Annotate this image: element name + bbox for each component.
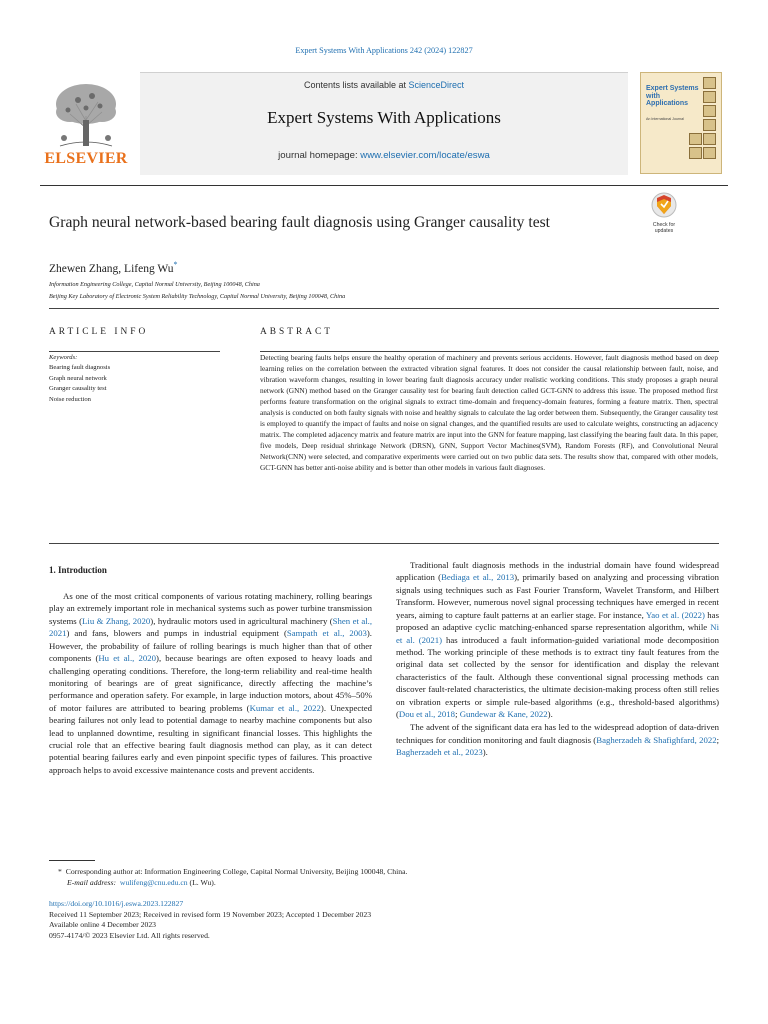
keywords-block <box>49 353 220 405</box>
citation-link[interactable]: Liu & Zhang, 2020 <box>82 615 151 626</box>
cover-subtitle: An International Journal <box>646 117 684 121</box>
citation-link[interactable]: Bagherzadeh & Shafighfard, 2022 <box>596 734 717 745</box>
body-text: ), hydraulic motors used in agricultural machinery ( <box>150 615 333 626</box>
elsevier-wordmark: ELSEVIER <box>44 150 128 167</box>
body-text: ; <box>716 734 720 745</box>
cover-tile <box>703 91 716 103</box>
sciencedirect-link[interactable]: ScienceDirect <box>408 80 465 90</box>
cover-title: Expert Systems with Applications <box>646 85 699 108</box>
citation-link[interactable]: Shen et al., 2021 <box>49 615 373 639</box>
body-text: ). <box>547 709 553 720</box>
citation-link[interactable]: Kumar et al., 2022 <box>249 702 321 713</box>
keyword-item: Bearing fault diagnosis <box>49 364 111 372</box>
body-text: ), because bearings are often exposed to heavy loads and challenging operating conditions. Therefore, the long-term reliability and real-time health monitoring of bearings are of great significance, directly affecting the machine’s performance and operation safety. For example, in large induction motors, about 45%–50% of motor failures are attributed to bearing problems ( <box>49 653 372 713</box>
journal-cover-thumbnail[interactable] <box>640 72 722 174</box>
author-list <box>49 260 178 275</box>
body-text: ). <box>482 747 488 758</box>
paper-title: Graph neural network-based bearing fault diagnosis using Granger causality test <box>49 214 551 231</box>
intro-paragraph <box>396 559 719 720</box>
homepage-prefix: journal homepage: <box>278 150 361 161</box>
contents-prefix: Contents lists available at <box>303 80 409 90</box>
available-online-date: Available online 4 December 2023 <box>49 920 157 930</box>
keywords-label: Keywords: <box>49 354 78 361</box>
footnote-mark: * <box>58 867 62 876</box>
corresponding-author-footnote <box>58 866 678 888</box>
body-text: As one of the most critical components of various rotating machinery, rolling bearings play an extremely important role in mechanical systems such as power turbine transmission systems ( <box>49 591 372 626</box>
citation-link[interactable]: Hu et al., 2020 <box>98 653 157 664</box>
keyword-item: Graph neural network <box>49 374 107 382</box>
footnote-text: Corresponding author at: Information Engineering College, Capital Normal University, Beijing 100048, China. <box>65 867 408 876</box>
check-for-updates-label: Check for updates <box>652 222 676 234</box>
body-text: The advent of the significant data era has led to the widespread adoption of data-driven techniques for condition monitoring and fault diagnosis ( <box>396 722 719 745</box>
body-text: ), primarily based on analyzing and processing vibration signals using techniques such as Fast Fourier Transform, Wavelet Transform, and Hilbert Transform. However, numerous novel signal processing techniques have emerged in recent years, aiming to capture fault patterns at an earlier stage. For instance, <box>396 572 719 620</box>
cover-tile <box>703 105 716 117</box>
body-column-right <box>396 559 719 759</box>
body-column-left <box>49 590 372 776</box>
body-text: has introduced a fault information-guided variational mode decomposition method. The working principle of these methods is to extract tiny fault features from the original data set collected by the sensor for identification and display the relevant characteristics of the fault. Although these conventional signal processing methods can discover fault-related characteristics, the ultimate decision-making process often still relies on vibration experts or simple rule-based algorithms (e.g., threshold-based algorithms) ( <box>396 634 719 720</box>
cover-tile <box>689 133 702 145</box>
author-email-link[interactable]: wulifeng@cnu.edu.cn <box>119 878 188 887</box>
intro-paragraph <box>49 590 372 776</box>
title-block-rule <box>49 308 719 309</box>
article-info-heading: ARTICLE INFO <box>49 327 149 337</box>
citation-link[interactable]: Ni et al. (2021) <box>396 622 719 645</box>
cover-tile <box>703 147 716 159</box>
citation-link[interactable]: Yao et al. (2022) <box>645 609 705 620</box>
check-for-updates-badge[interactable] <box>646 192 682 234</box>
body-text: ) and fans, blowers and pumps in industrial equipment ( <box>66 628 287 639</box>
journal-title[interactable]: Expert Systems With Applications <box>267 108 501 127</box>
body-text: ; <box>455 709 460 720</box>
cover-tile <box>703 77 716 89</box>
affiliation-1: Information Engineering College, Capital Normal University, Beijing 100048, China <box>49 281 260 288</box>
citation-link[interactable]: Dou et al., 2018 <box>398 709 456 720</box>
running-header[interactable]: Expert Systems With Applications 242 (2024) 122827 <box>295 46 473 55</box>
citation-link[interactable]: Gundewar & Kane, 2022 <box>459 709 548 720</box>
citation-link[interactable]: Bediaga et al., 2013 <box>441 572 515 583</box>
body-text: ). However, the probability of failure of rolling bearings is much higher than that of other components ( <box>49 628 372 664</box>
corresponding-author-mark[interactable]: * <box>173 260 178 269</box>
doi-link[interactable]: https://doi.org/10.1016/j.eswa.2023.122827 <box>49 899 184 908</box>
received-dates: Received 11 September 2023; Received in revised form 19 November 2023; Accepted 1 December 2023 <box>49 909 372 919</box>
keyword-item: Noise reduction <box>49 395 91 403</box>
cover-tile <box>689 147 702 159</box>
email-suffix: (L. Wu). <box>187 878 216 887</box>
journal-homepage-link[interactable]: www.elsevier.com/locate/eswa <box>360 150 490 161</box>
journal-homepage-line <box>140 150 628 161</box>
crossmark-icon <box>646 192 682 218</box>
article-info-rule <box>49 351 220 352</box>
cover-tile <box>703 133 716 145</box>
publication-info <box>49 899 669 941</box>
copyright-line: 0957-4174/© 2023 Elsevier Ltd. All rights reserved. <box>49 930 210 940</box>
body-text: Traditional fault diagnosis methods in the industrial domain have found widespread application ( <box>396 560 719 583</box>
body-text: ). Unexpected bearing failures not only lead to potential damage to nearby machine components but also lead to unplanned downtime, resulting in significant financial losses. This highlights the crucial role that an effective bearing fault diagnosis method can play, as it can detect potential bearing failures early and even pinpoint specific types of failures. This proactive approach helps to avoid excessive maintenance costs and prevent accidents. <box>49 702 372 775</box>
intro-paragraph <box>396 721 719 758</box>
contents-available-line <box>140 80 628 90</box>
section-heading-introduction: 1. Introduction <box>49 565 107 575</box>
affiliation-2: Beijing Key Laboratory of Electronic System Reliability Technology, Capital Normal University, Beijing 100048, China <box>49 293 346 300</box>
abstract-heading: ABSTRACT <box>260 327 333 337</box>
body-text: has proposed an adaptive cyclic matching-enhanced sparse representation algorithm, while <box>396 609 719 633</box>
email-label: E-mail address: <box>67 878 117 887</box>
citation-link[interactable]: Sampath et al., 2003 <box>286 628 367 639</box>
abstract-bottom-rule <box>49 543 719 544</box>
cover-tile <box>703 119 716 131</box>
citation-link[interactable]: Bagherzadeh et al., 2023 <box>396 747 483 758</box>
masthead-rule <box>40 185 728 186</box>
abstract-body: Detecting bearing faults helps ensure the healthy operation of machinery and prevents serious accidents. However, fault diagnosis method based on deep learning relies on the correlation between the extracted vibration signal features. It does not consider the causal relationship between fault, noise, and vibration waveform changes, resulting in lower bearing fault diagnosis accuracy under realistic working conditions. This study proposes a graph neural network (GNN) method based on the Granger causality test for bearing fault detection called GCT-GNN to address this issue. The proposed method first performs feature transformation on the original signals to extract time-domain and frequency-domain features, forming a feature matrix. Then, spectral analysis is conducted on both faulty signals with noise and healthy signals to calculate the lag order between them. Subsequently, the Granger causality test is employed to quantify the impact of faults and noise on signal changes, and the quantified results are used to calculate weights, constructing an adjacency matrix. The completed adjacency matrix and feature matrix are input into the GNN for feature mapping, last classifying the bearing fault data. In this paper, five models, Deep residual shrinkage Network (DRSN), GNN, Support Vector Machines(SVM), Random Forests (RF), and Convolutional Neural Network(CNN) were selected, and comparative experiments were carried out on two public data sets. The results show that, compared with other models, GCT-GNN has better anti-noise ability and is better than other models in various fault diagnoses. <box>260 353 718 473</box>
keyword-item: Granger causality test <box>49 385 107 393</box>
footnote-rule <box>49 860 95 861</box>
author-names: Zhewen Zhang, Lifeng Wu <box>49 262 174 275</box>
